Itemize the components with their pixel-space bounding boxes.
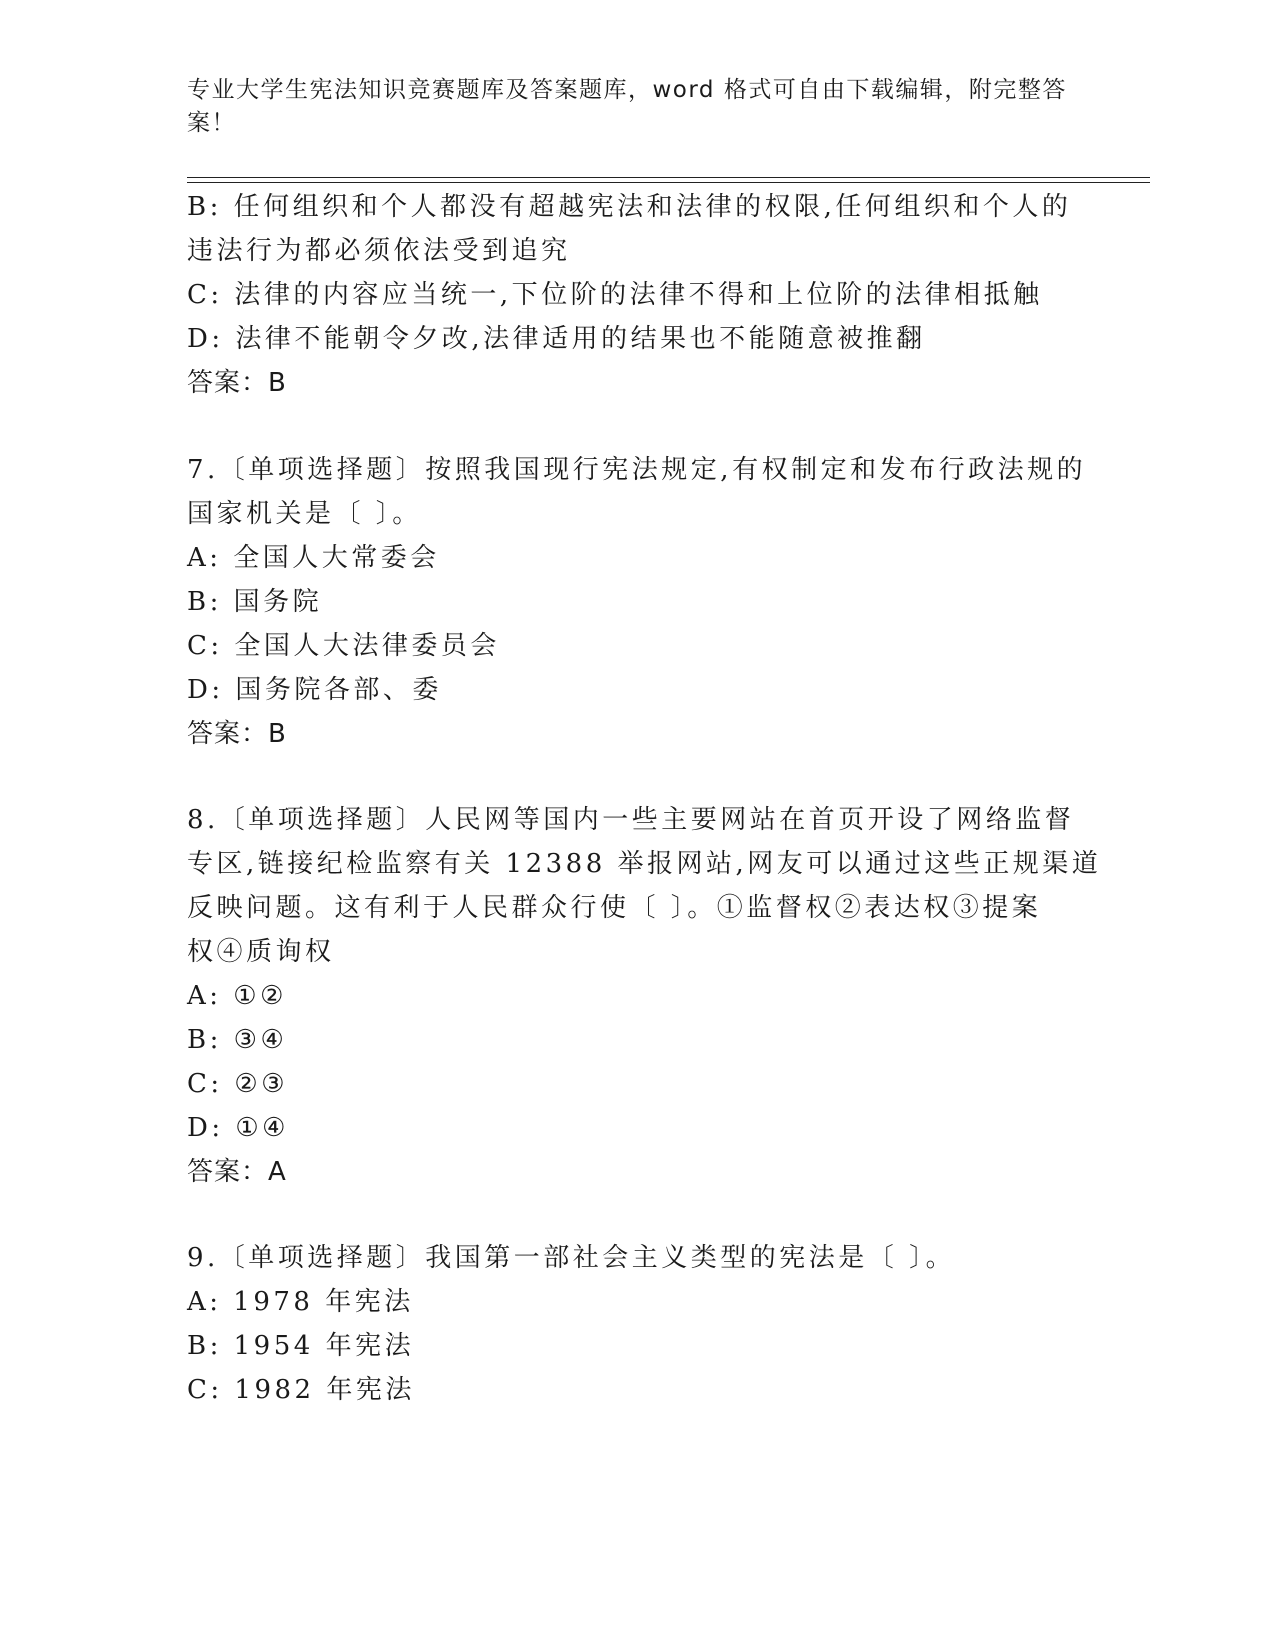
q9-option-b: B: 1954 年宪法: [187, 1331, 415, 1361]
q8-option-c: C: ②③: [187, 1069, 289, 1099]
q8-stem-line1: 8.〔单项选择题〕人民网等国内一些主要网站在首页开设了网络监督: [187, 805, 1075, 835]
q6-option-c: C: 法律的内容应当统一,下位阶的法律不得和上位阶的法律相抵触: [187, 280, 1043, 310]
q6-option-d: D: 法律不能朝令夕改,法律适用的结果也不能随意被推翻: [187, 324, 926, 354]
q8-answer: 答案：A: [187, 1157, 287, 1187]
q8-option-d: D: ①④: [187, 1113, 289, 1143]
q6-answer: 答案：B: [187, 368, 287, 398]
q8-stem-line2: 专区,链接纪检监察有关 12388 举报网站,网友可以通过这些正规渠道: [187, 849, 1102, 879]
q7-stem-line2: 国家机关是〔 〕。: [187, 499, 422, 529]
q7-stem-line1: 7.〔单项选择题〕按照我国现行宪法规定,有权制定和发布行政法规的: [187, 455, 1087, 485]
q9-option-a: A: 1978 年宪法: [187, 1287, 414, 1317]
q7-answer: 答案：B: [187, 719, 287, 749]
q6-option-b-line2: 违法行为都必须依法受到追究: [187, 236, 571, 266]
q7-option-a: A: 全国人大常委会: [187, 543, 440, 573]
q8-option-a: A: ①②: [187, 981, 287, 1011]
q7-option-d: D: 国务院各部、委: [187, 675, 442, 705]
q9-option-c: C: 1982 年宪法: [187, 1375, 415, 1405]
q9-stem-line1: 9.〔单项选择题〕我国第一部社会主义类型的宪法是〔 〕。: [187, 1243, 956, 1273]
q7-option-c: C: 全国人大法律委员会: [187, 631, 500, 661]
q8-option-b: B: ③④: [187, 1025, 288, 1055]
header-divider-top: [187, 177, 1150, 178]
q6-option-b-line1: B: 任何组织和个人都没有超越宪法和法律的权限,任何组织和个人的: [187, 192, 1072, 222]
document-header-title: 专业大学生宪法知识竞赛题库及答案题库，word 格式可自由下载编辑，附完整答案！: [187, 77, 1067, 136]
q8-stem-line3: 反映问题。这有利于人民群众行使〔 〕。①监督权②表达权③提案: [187, 893, 1042, 923]
header-divider-bottom: [187, 182, 1150, 183]
q8-stem-line4: 权④质询权: [187, 937, 335, 967]
q7-option-b: B: 国务院: [187, 587, 323, 617]
